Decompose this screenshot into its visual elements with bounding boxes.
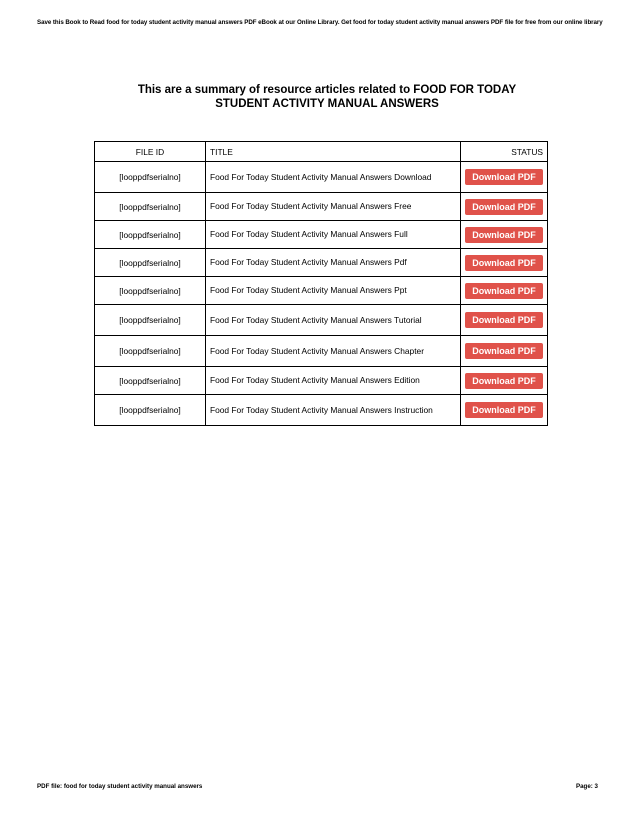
resource-table: [94, 141, 548, 426]
title-cell: Food For Today Student Activity Manual Answers Pdf: [206, 249, 461, 277]
title-cell: Food For Today Student Activity Manual Answers Edition: [206, 367, 461, 395]
header-status: STATUS: [461, 142, 548, 162]
download-pdf-button[interactable]: Download PDF: [465, 373, 543, 389]
header-title: TITLE: [206, 142, 461, 162]
table-row: [95, 193, 548, 221]
file-id-cell: [looppdfserialno]: [95, 277, 206, 305]
title-cell: Food For Today Student Activity Manual Answers Download: [206, 162, 461, 193]
table-row: [95, 336, 548, 367]
file-id-cell: [looppdfserialno]: [95, 162, 206, 193]
title-cell: Food For Today Student Activity Manual Answers Chapter: [206, 336, 461, 367]
footer-file-label: PDF file: food for today student activity manual answers: [37, 783, 203, 790]
download-pdf-button[interactable]: Download PDF: [465, 312, 543, 328]
table-row: [95, 249, 548, 277]
download-pdf-button[interactable]: Download PDF: [465, 255, 543, 271]
file-id-cell: [looppdfserialno]: [95, 367, 206, 395]
summary-title: This are a summary of resource articles related to FOOD FOR TODAY STUDENT ACTIVITY MANUAL ANSWERS: [137, 84, 517, 110]
table-row: [95, 367, 548, 395]
status-cell: [461, 193, 548, 221]
table-row: [95, 162, 548, 193]
status-cell: [461, 305, 548, 336]
status-cell: [461, 249, 548, 277]
table-row: [95, 305, 548, 336]
status-cell: [461, 162, 548, 193]
download-pdf-button[interactable]: Download PDF: [465, 402, 543, 418]
title-cell: Food For Today Student Activity Manual Answers Free: [206, 193, 461, 221]
download-pdf-button[interactable]: Download PDF: [465, 283, 543, 299]
footer-page-number: Page: 3: [575, 783, 598, 790]
download-pdf-button[interactable]: Download PDF: [465, 227, 543, 243]
status-cell: [461, 395, 548, 426]
table-header-row: [95, 142, 548, 162]
header-file-id: FILE ID: [95, 142, 206, 162]
table-row: [95, 221, 548, 249]
title-cell: Food For Today Student Activity Manual Answers Full: [206, 221, 461, 249]
status-cell: [461, 367, 548, 395]
status-cell: [461, 277, 548, 305]
table-row: [95, 395, 548, 426]
title-cell: Food For Today Student Activity Manual Answers Ppt: [206, 277, 461, 305]
title-cell: Food For Today Student Activity Manual Answers Instruction: [206, 395, 461, 426]
file-id-cell: [looppdfserialno]: [95, 193, 206, 221]
download-pdf-button[interactable]: Download PDF: [465, 199, 543, 215]
file-id-cell: [looppdfserialno]: [95, 395, 206, 426]
download-pdf-button[interactable]: Download PDF: [465, 343, 543, 359]
top-banner: Save this Book to Read food for today student activity manual answers PDF eBook at our Online Library. Get food for today student activity manual answers PDF file for free from our online library: [37, 19, 603, 26]
download-pdf-button[interactable]: Download PDF: [465, 169, 543, 185]
table-row: [95, 277, 548, 305]
title-cell: Food For Today Student Activity Manual Answers Tutorial: [206, 305, 461, 336]
file-id-cell: [looppdfserialno]: [95, 336, 206, 367]
file-id-cell: [looppdfserialno]: [95, 305, 206, 336]
status-cell: [461, 221, 548, 249]
status-cell: [461, 336, 548, 367]
file-id-cell: [looppdfserialno]: [95, 249, 206, 277]
file-id-cell: [looppdfserialno]: [95, 221, 206, 249]
